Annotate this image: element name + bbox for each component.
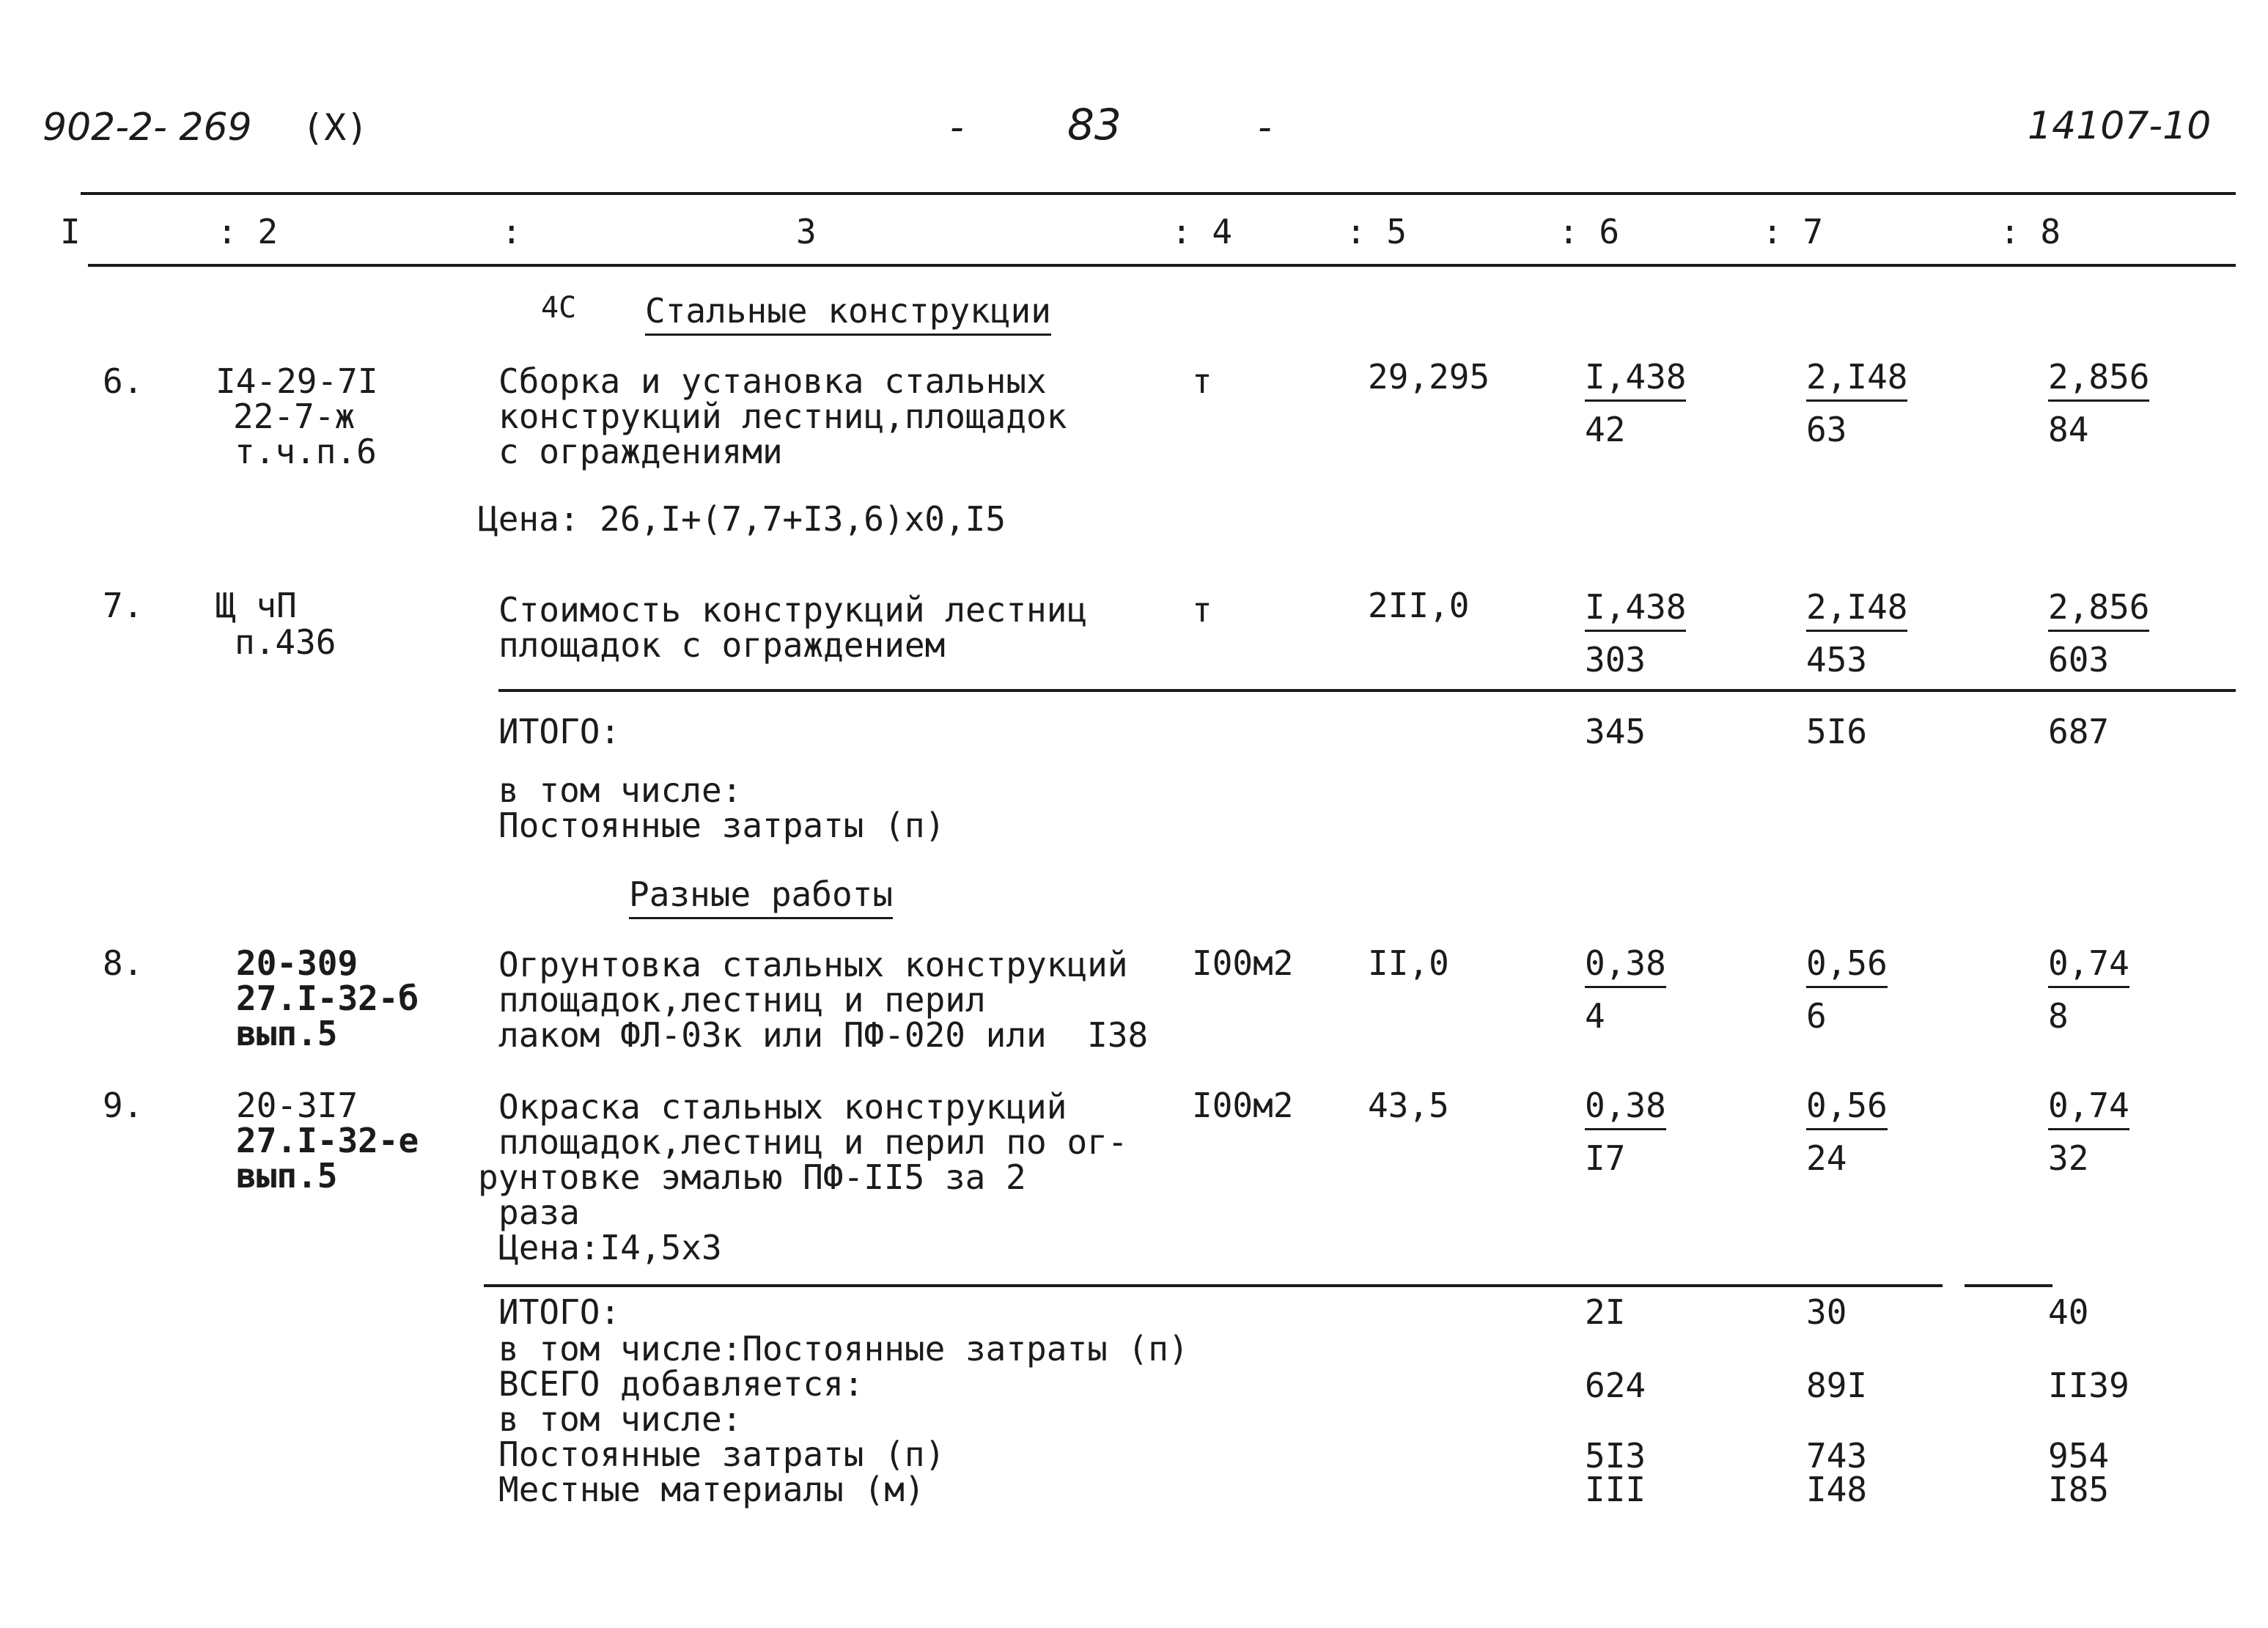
section1-total-col6: 345 xyxy=(1585,712,1646,751)
summary-local-col8: I85 xyxy=(2048,1470,2110,1509)
row-6-col8-bottom: 84 xyxy=(2048,410,2089,449)
summary-fixed-col8: 954 xyxy=(2048,1436,2110,1476)
row-6-code-line: 22-7-ж xyxy=(233,397,356,436)
section1-incl-label: в том числе: xyxy=(498,770,743,810)
row-9-desc-line: рунтовке эмалью ПФ-II5 за 2 xyxy=(478,1157,1026,1197)
summary-rule-dash xyxy=(1965,1284,2052,1287)
row-7-desc-line: площадок с ограждением xyxy=(498,625,946,665)
row-9-desc-line: площадок,лестниц и перил по ог- xyxy=(498,1122,1128,1162)
section-title-misc-text: Разные работы xyxy=(629,874,893,919)
col-8-label: : 8 xyxy=(2000,212,2061,251)
row-9-unit: I00м2 xyxy=(1192,1086,1294,1125)
summary-grand-col8: II39 xyxy=(2048,1366,2129,1405)
row-7-col6-top-value: I,438 xyxy=(1585,587,1686,632)
row-9-col7-top xyxy=(1806,1088,1888,1123)
row-6-code-line: т.ч.п.6 xyxy=(235,432,377,471)
row-6-desc-line: Сборка и установка стальных xyxy=(498,361,1047,401)
row-6-desc-line: с ограждениями xyxy=(498,432,783,471)
row-7-number: 7. xyxy=(103,586,144,625)
row-7-col8-top-value: 2,856 xyxy=(2048,587,2149,632)
row-6-col7-top-value: 2,I48 xyxy=(1806,357,1907,402)
section1-total-col7: 5I6 xyxy=(1806,712,1868,751)
summary-grand-col7: 89I xyxy=(1806,1366,1868,1405)
row-6-col7-top xyxy=(1806,357,1908,397)
row-8-desc-line: Огрунтовка стальных конструкций xyxy=(498,945,1128,984)
row-8-qty: II,0 xyxy=(1368,943,1449,983)
row-9-qty: 43,5 xyxy=(1368,1086,1449,1125)
section-title-misc xyxy=(629,874,894,914)
section1-total-col8: 687 xyxy=(2048,712,2110,751)
row-6-number: 6. xyxy=(103,361,144,401)
col-3-label: 3 xyxy=(796,212,817,251)
col-1-label: I xyxy=(60,212,81,251)
col-7-label: : 7 xyxy=(1762,212,1824,251)
row-8-code-line: вып.5 xyxy=(236,1014,338,1053)
col-4-label: : 4 xyxy=(1171,212,1233,251)
col-3-separator: : xyxy=(501,212,522,251)
sheet-id: 14107-10 xyxy=(2028,104,2212,148)
row-6-desc-line: конструкций лестниц,площадок xyxy=(498,397,1067,436)
row-8-desc-line: площадок,лестниц и перил xyxy=(498,980,986,1020)
header-rule-top xyxy=(81,192,2236,195)
summary-fixed-col7: 743 xyxy=(1806,1436,1868,1476)
row-7-desc-line: Стоимость конструкций лестниц xyxy=(498,590,1088,630)
row-6-col8-top xyxy=(2048,357,2150,397)
row-9-col7-top-value: 0,56 xyxy=(1806,1086,1888,1130)
summary-grand-col6: 624 xyxy=(1585,1366,1646,1405)
doc-code: 902-2- 269 xyxy=(43,106,252,150)
summary-total-col6: 2I xyxy=(1585,1292,1626,1332)
row-8-col8-top-value: 0,74 xyxy=(2048,943,2129,988)
summary-total-col7: 30 xyxy=(1806,1292,1847,1332)
summary-local-label: Местные материалы (м) xyxy=(498,1470,925,1509)
row-8-col7-bottom: 6 xyxy=(1806,996,1827,1036)
row-9-col8-bottom: 32 xyxy=(2048,1138,2089,1178)
row-7-col7-bottom: 453 xyxy=(1806,640,1868,679)
row-6-price-note: Цена: 26,I+(7,7+I3,6)х0,I5 xyxy=(478,499,1006,539)
summary-total-label: ИТОГО: xyxy=(498,1292,621,1332)
row-7-unit: т xyxy=(1192,590,1212,630)
section1-total-label: ИТОГО: xyxy=(498,712,621,751)
section1-fixed-label: Постоянные затраты (п) xyxy=(498,806,946,845)
summary-total-col8: 40 xyxy=(2048,1292,2089,1332)
summary-fixed-label: Постоянные затраты (п) xyxy=(498,1434,946,1474)
section-title-steel xyxy=(645,291,1051,331)
row-9-code-line: 27.I-32-е xyxy=(236,1121,419,1160)
row-6-col7-bottom: 63 xyxy=(1806,410,1847,449)
row-9-col7-bottom: 24 xyxy=(1806,1138,1847,1178)
row-8-col8-top xyxy=(2048,943,2129,983)
summary-grand-label: ВСЕГО добавляется: xyxy=(498,1364,864,1404)
row-6-unit: т xyxy=(1192,361,1212,401)
row-7-qty: 2II,0 xyxy=(1368,586,1470,625)
col-2-label: : 2 xyxy=(217,212,279,251)
row-9-col6-top xyxy=(1585,1088,1666,1123)
subtotal-rule xyxy=(498,689,2236,692)
row-7-col7-top xyxy=(1806,589,1907,625)
col-5-label: : 5 xyxy=(1346,212,1407,251)
section-mark: 4C xyxy=(541,291,577,325)
summary-fixed-col6: 5I3 xyxy=(1585,1436,1646,1476)
col-6-label: : 6 xyxy=(1558,212,1620,251)
row-7-col6-bottom: 303 xyxy=(1585,640,1646,679)
row-9-code-line: 20-3I7 xyxy=(236,1086,358,1125)
row-9-number: 9. xyxy=(103,1086,144,1125)
row-8-code-line: 20-309 xyxy=(236,943,358,983)
summary-rule xyxy=(484,1284,1943,1287)
row-9-col6-top-value: 0,38 xyxy=(1585,1086,1666,1130)
row-6-col6-top xyxy=(1585,357,1687,397)
row-8-col6-top xyxy=(1585,943,1666,983)
row-8-code-line: 27.I-32-б xyxy=(236,979,419,1018)
row-9-col8-top xyxy=(2048,1088,2129,1123)
row-8-col6-bottom: 4 xyxy=(1585,996,1605,1036)
row-9-code-line: вып.5 xyxy=(236,1156,338,1196)
row-7-col8-top xyxy=(2048,589,2149,625)
row-9-desc-line: Окраска стальных конструкций xyxy=(498,1087,1067,1127)
row-9-col6-bottom: I7 xyxy=(1585,1138,1626,1178)
row-8-col7-top-value: 0,56 xyxy=(1806,943,1888,988)
header-rule-bottom xyxy=(88,264,2236,267)
summary-local-col7: I48 xyxy=(1806,1470,1868,1509)
row-8-desc-line: лаком ФЛ-03к или ПФ-020 или I38 xyxy=(498,1015,1149,1055)
section-title-steel-text: Стальные конструкции xyxy=(645,291,1051,336)
row-7-col8-bottom: 603 xyxy=(2048,640,2110,679)
dash-left: - xyxy=(950,106,964,150)
row-6-qty: 29,295 xyxy=(1368,357,1490,397)
row-9-desc-line: раза xyxy=(498,1193,580,1232)
row-8-unit: I00м2 xyxy=(1192,943,1294,983)
row-8-number: 8. xyxy=(103,943,144,983)
row-9-col8-top-value: 0,74 xyxy=(2048,1086,2129,1130)
row-9-desc-line: Цена:I4,5х3 xyxy=(498,1228,722,1267)
row-7-code-line: п.436 xyxy=(235,622,336,662)
page-number: 83 xyxy=(1067,100,1122,150)
row-6-code-line: I4-29-7I xyxy=(216,361,378,401)
doc-mark: (X) xyxy=(302,106,369,149)
row-7-col7-top-value: 2,I48 xyxy=(1806,587,1907,632)
dash-right: - xyxy=(1258,106,1272,150)
row-7-col6-top xyxy=(1585,589,1686,625)
row-8-col8-bottom: 8 xyxy=(2048,996,2069,1036)
row-6-col6-bottom: 42 xyxy=(1585,410,1626,449)
row-6-col6-top-value: I,438 xyxy=(1585,357,1686,402)
summary-local-col6: III xyxy=(1585,1470,1646,1509)
row-7-code-line: Щ чП xyxy=(216,586,297,625)
row-8-col6-top-value: 0,38 xyxy=(1585,943,1666,988)
row-8-col7-top xyxy=(1806,943,1888,983)
row-6-col8-top-value: 2,856 xyxy=(2048,357,2149,402)
summary-incl-label: в том числе: xyxy=(498,1399,743,1439)
summary-fixed-incl-label: в том числе:Постоянные затраты (п) xyxy=(498,1329,1189,1369)
